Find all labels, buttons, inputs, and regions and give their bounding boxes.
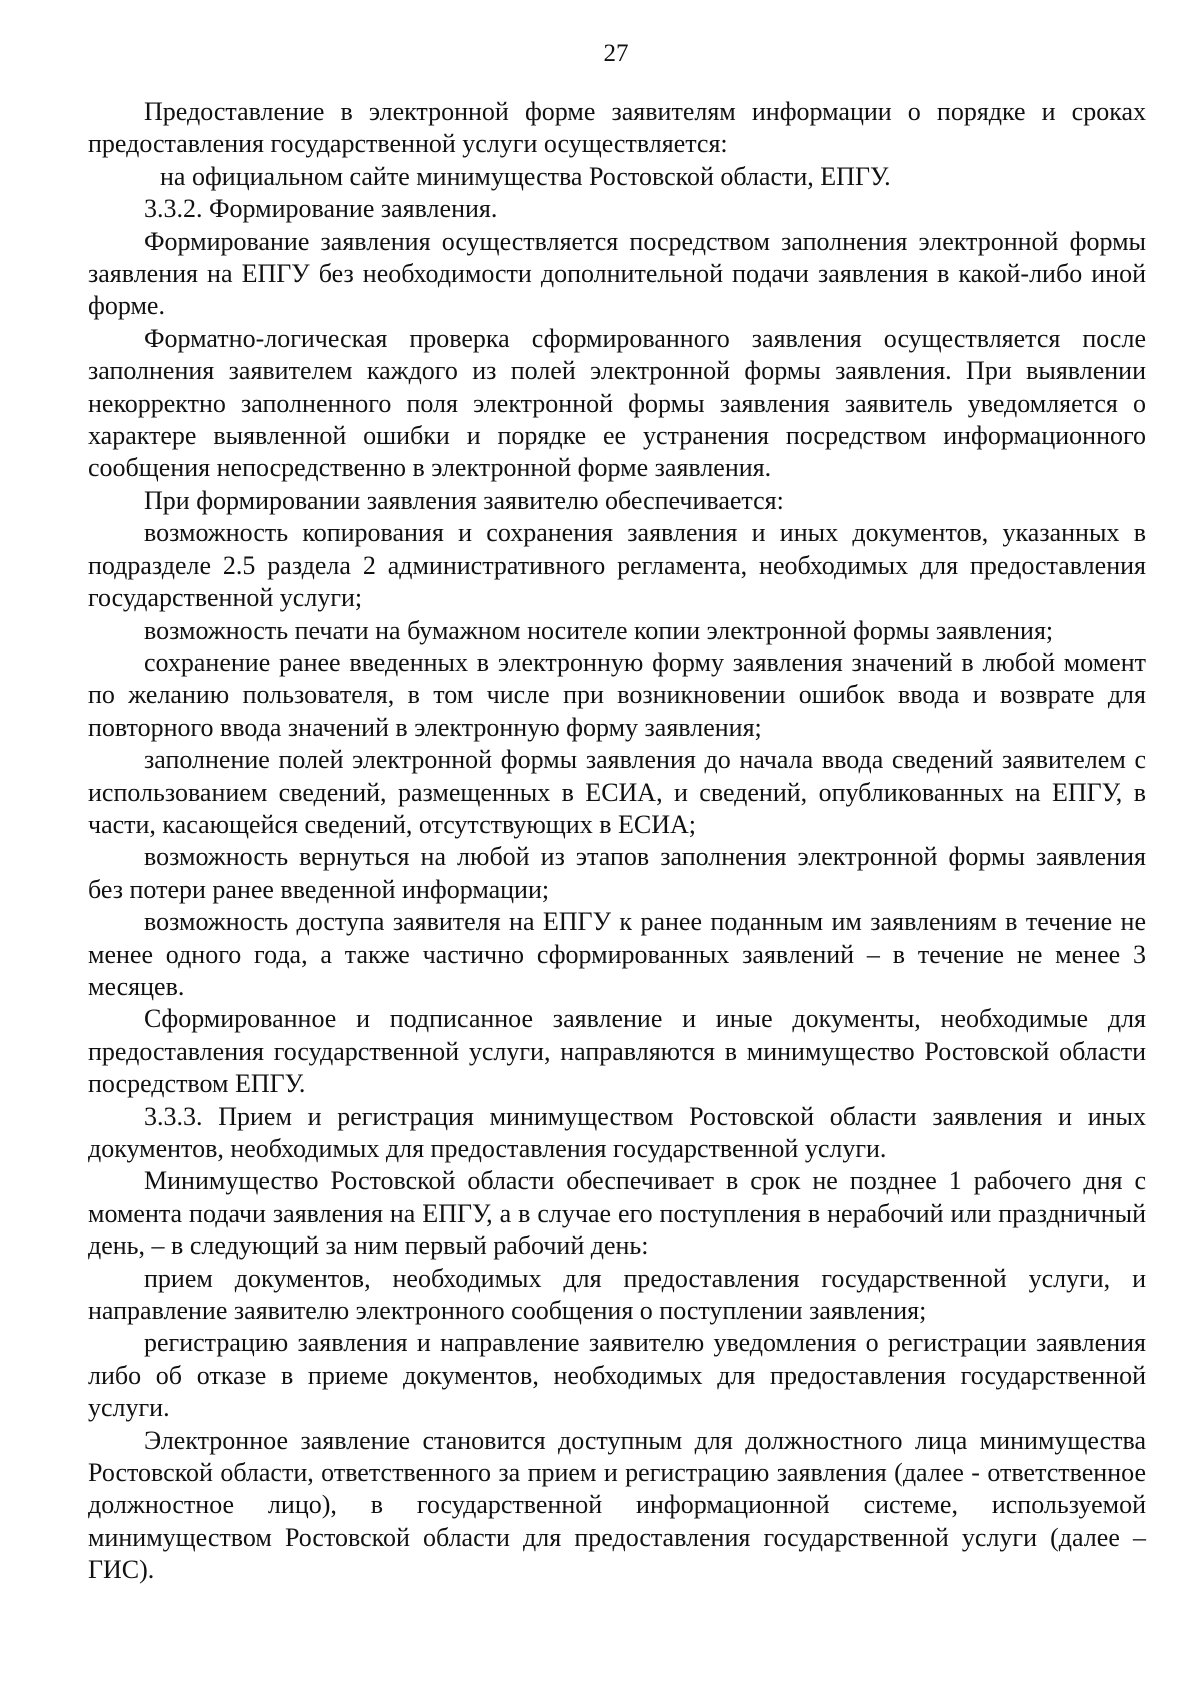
paragraph: на официальном сайте минимущества Ростовской области, ЕПГУ. <box>160 161 891 191</box>
paragraph: Предоставление в электронной форме заявителям информации о порядке и сроках предоставления государственной услуги осуществляется: <box>88 97 1146 159</box>
list-item: сохранение ранее введенных в электронную форму заявления значений в любой момент по желанию пользователя, в том числе при возникновении ошибок ввода и возврате для повторного ввода значений в электронную форму заявления; <box>88 647 1146 742</box>
list-item: заполнение полей электронной формы заявления до начала ввода сведений заявителем с использованием сведений, размещенных в ЕСИА, и сведений, опубликованных на ЕПГУ, в части, касающейся сведений, отсутствующих в ЕСИА; <box>88 745 1146 839</box>
paragraph: Формирование заявления осуществляется посредством заполнения электронной формы заявления на ЕПГУ без необходимости дополнительной подачи заявления в какой-либо иной форме. <box>88 226 1146 321</box>
list-item: возможность доступа заявителя на ЕПГУ к ранее поданным им заявлениям в течение не менее одного года, а также частично сформированных заявлений – в течение не менее 3 месяцев. <box>88 907 1146 1001</box>
section-heading: 3.3.2. Формирование заявления. <box>144 194 498 224</box>
paragraph: Сформированное и подписанное заявление и иные документы, необходимые для предоставления государственной услуги, направляются в минимущество Ростовской области посредством ЕПГУ. <box>88 1004 1146 1099</box>
list-item: регистрацию заявления и направление заявителю уведомления о регистрации заявления либо об отказе в приеме документов, необходимых для предоставления государственной услуги. <box>88 1328 1146 1423</box>
list-item: возможность печати на бумажном носителе копии электронной формы заявления; <box>144 615 1054 645</box>
document-body <box>88 96 1146 1587</box>
list-item: прием документов, необходимых для предоставления государственной услуги, и направление заявителю электронного сообщения о поступлении заявления; <box>88 1263 1146 1326</box>
section-heading: 3.3.3. Прием и регистрация минимуществом Ростовской области заявления и иных документов, необходимых для предоставления государственной услуги. <box>88 1101 1146 1163</box>
paragraph: При формировании заявления заявителю обеспечивается: <box>144 485 784 515</box>
paragraph: Минимущество Ростовской области обеспечивает в срок не позднее 1 рабочего дня с момента подачи заявления на ЕПГУ, а в случае его поступления в нерабочий или праздничный день, – в следующий за ним первый рабочий день: <box>88 1166 1146 1261</box>
paragraph: Форматно-логическая проверка сформированного заявления осуществляется после заполнения заявителем каждого из полей электронной формы заявления. При выявлении некорректно заполненного поля электронной формы заявления заявитель уведомляется о характере выявленной ошибки и порядке ее устранения посредством информационного сообщения непосредственно в электронной форме заявления. <box>88 323 1146 483</box>
list-item: возможность копирования и сохранения заявления и иных документов, указанных в подразделе 2.5 раздела 2 административного регламента, необходимых для предоставления государственной услуги; <box>88 518 1146 613</box>
list-item: возможность вернуться на любой из этапов заполнения электронной формы заявления без потери ранее введенной информации; <box>88 842 1146 904</box>
paragraph: Электронное заявление становится доступным для должностного лица минимущества Ростовской области, ответственного за прием и регистрацию заявления (далее - ответственное должностное лицо), в государственной информационной системе, используемой минимуществом Ростовской области для предоставления государственной услуги (далее – ГИС). <box>88 1425 1146 1585</box>
page-number: 27 <box>603 40 629 67</box>
